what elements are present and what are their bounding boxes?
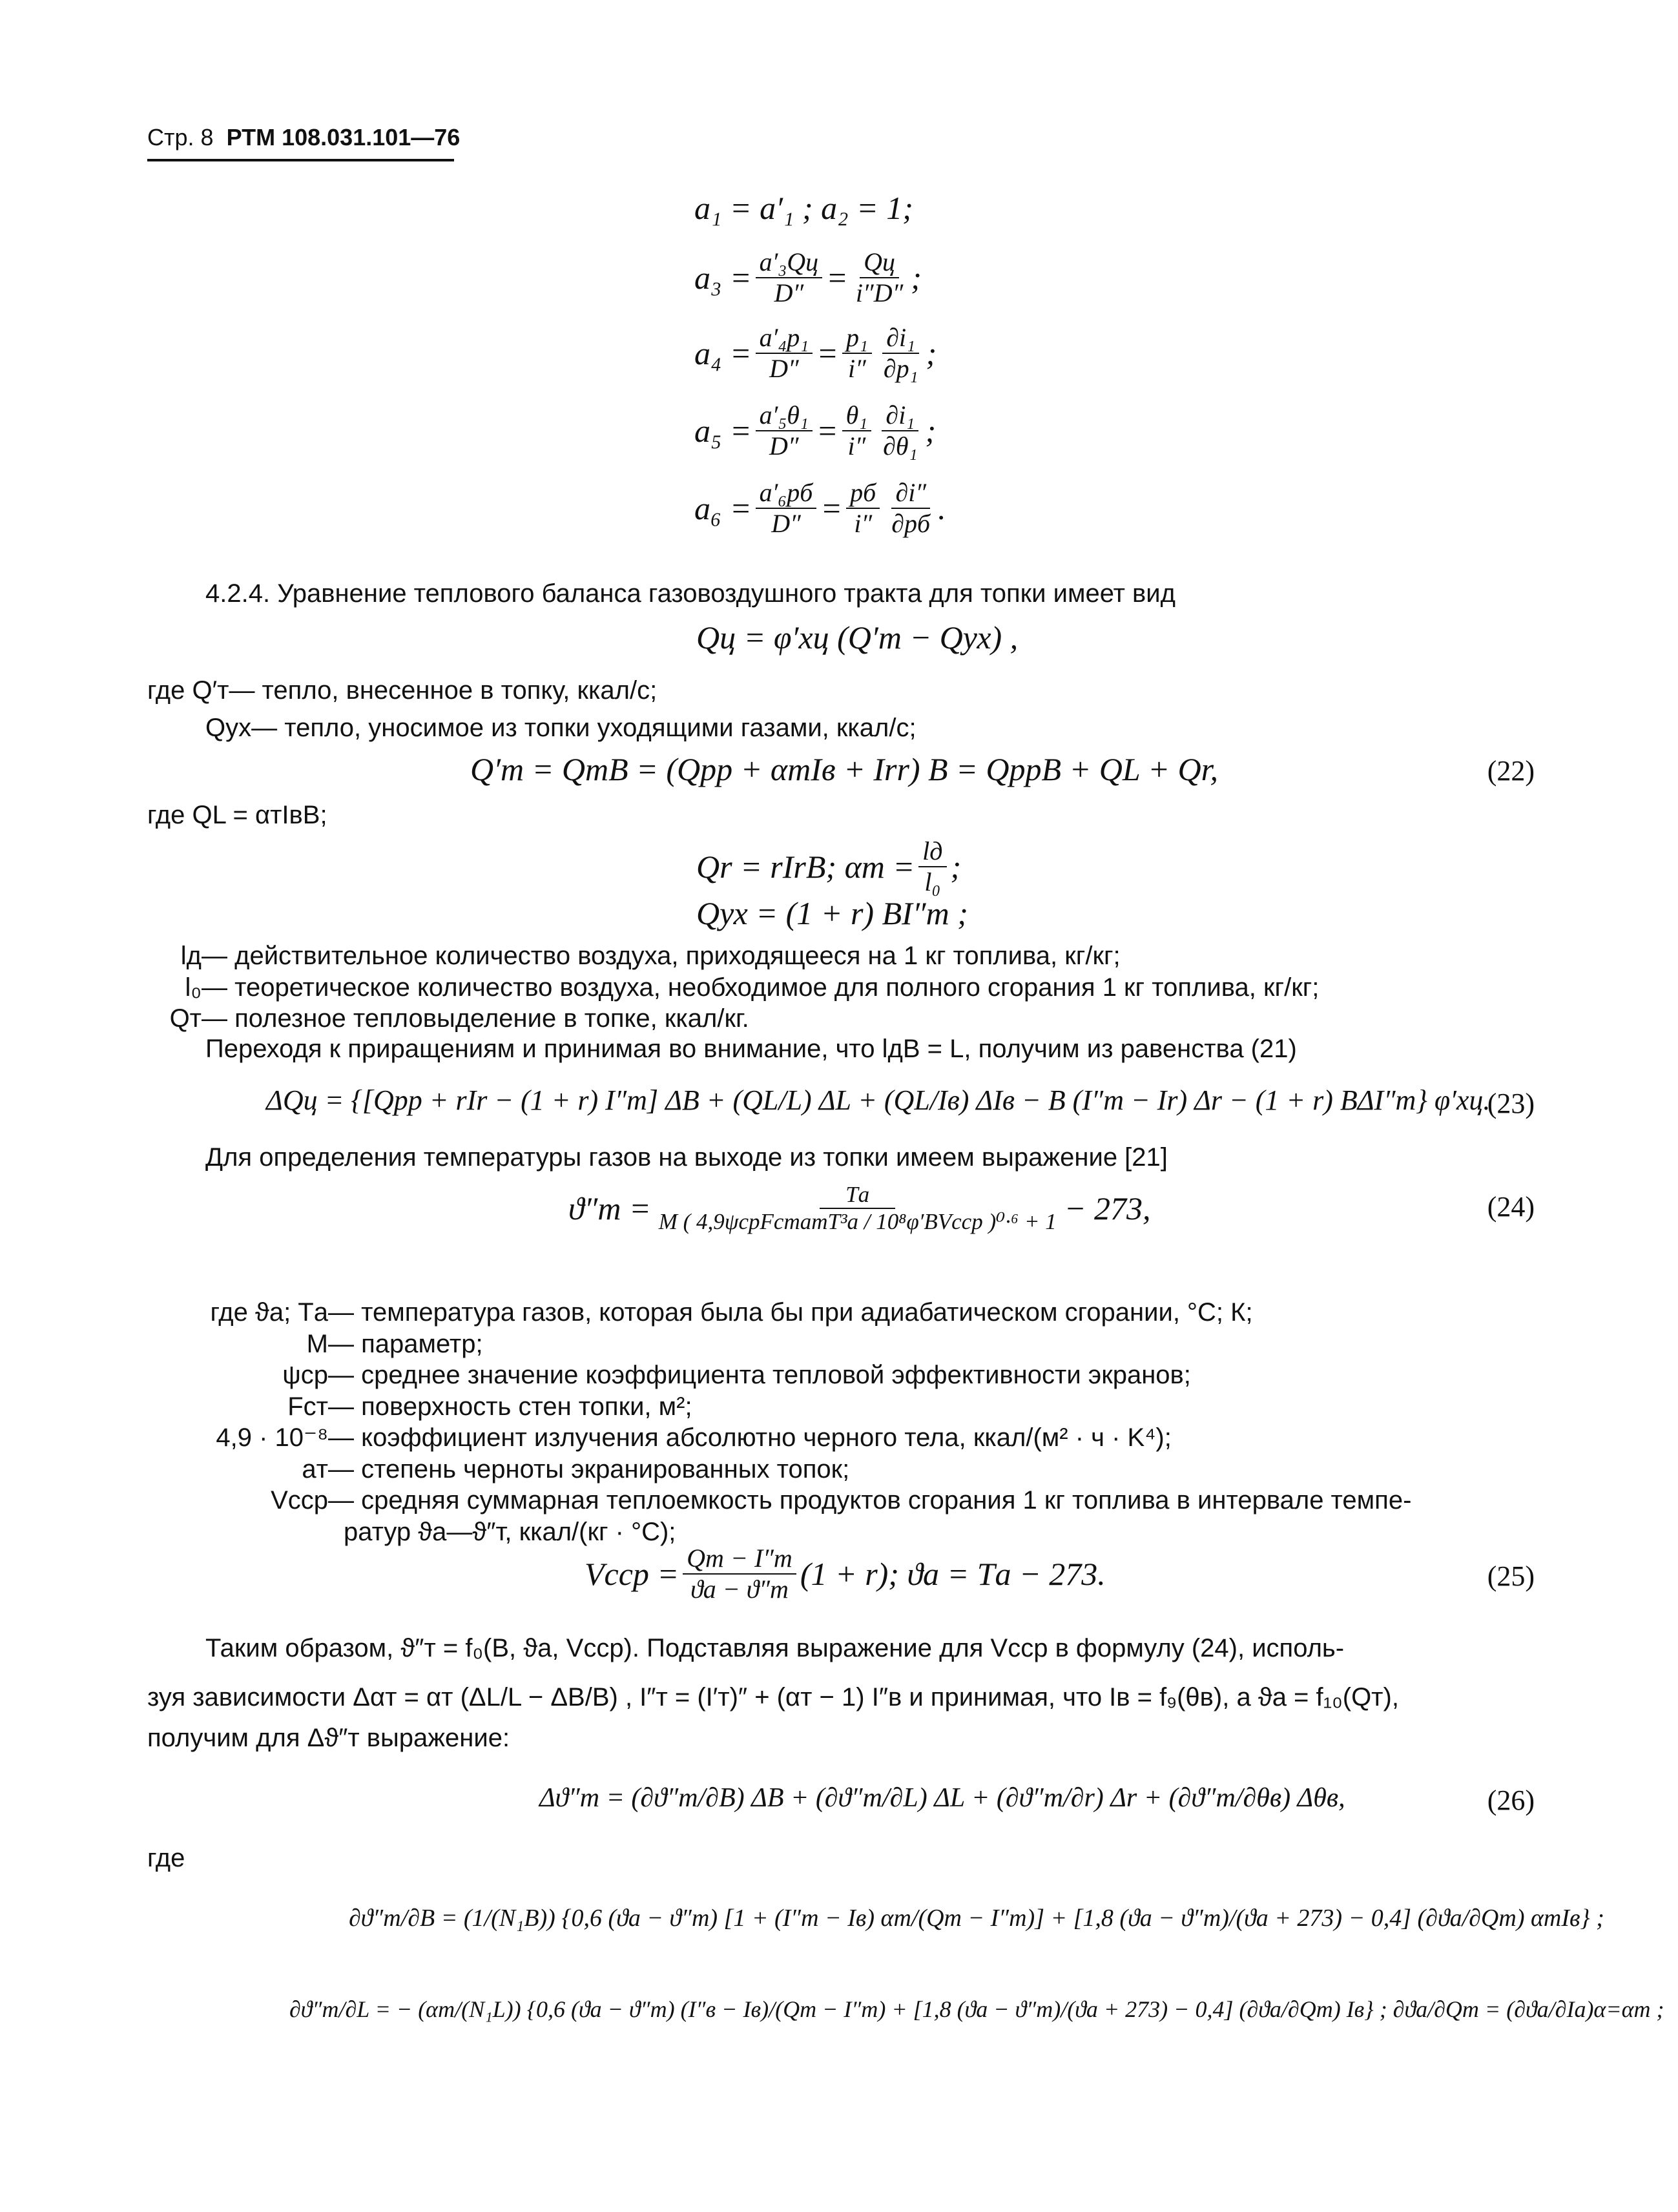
equation-end: ; [926, 335, 937, 371]
fraction-numerator: pб [846, 478, 880, 509]
equation-number-25: (25) [1487, 1560, 1535, 1592]
definition-text: — тепло, уносимое из топки уходящими газами, ккал/с; [251, 714, 917, 742]
equation-end: ; [911, 260, 922, 296]
where-qux [205, 712, 917, 743]
equation-a6 [694, 478, 946, 539]
definition-text: — температура газов, которая была бы при адиабатическом сгорании, °С; К; [328, 1298, 1253, 1327]
definition-text: ратур ϑа—ϑ″т, ккал/(кг · °С); [344, 1517, 676, 1546]
equals-sign: = [816, 335, 838, 371]
equation-end: . [938, 490, 946, 526]
definition-symbol: Qух [205, 714, 252, 742]
equation-lhs: a₃ = [694, 260, 752, 296]
paragraph-thus-line-1: Таким образом, ϑ″т = f₀(B, ϑа, Vcср). Подставляя выражение для Vcср в формулу (24), исполь- [205, 1634, 1345, 1662]
fraction-numerator: lд [918, 836, 946, 867]
equation-dtheta-dL: ∂ϑ″т/∂L = − (αт/(N₁L)) {0,6 (ϑа − ϑ″т) (I″в − Iв)/(Qт − I″т) + [1,8 (ϑа − ϑ″т)/(ϑа + 273) − 0,4] (∂ϑа/∂Qт) Iв} ; ∂ϑа/∂Qт = (∂ϑа/∂Iа)α=αт ; [289, 1996, 1664, 2022]
equation-a4 [694, 323, 937, 384]
equation-lhs: a₅ = [694, 413, 752, 449]
equals-sign: = [816, 413, 838, 449]
definition-row [147, 1516, 1411, 1548]
where-qt [147, 675, 657, 706]
equation-number-23: (23) [1487, 1088, 1535, 1119]
equation-a5 [694, 400, 936, 461]
equation-lhs: Qr = rIrB; αт = [696, 849, 915, 885]
equation-22: Q′т = QтB = (Qрр + αтIв + Irr) B = QррB + QL + Qr, [470, 751, 1219, 787]
definition-symbol: ψср [282, 1361, 328, 1389]
paragraph-increments: Переходя к приращениям и принимая во внимание, что lдB = L, получим из равенства (21) [205, 1035, 1297, 1063]
equation-a3 [694, 247, 922, 308]
fraction-numerator: ∂i₁ [882, 400, 918, 431]
definition-row [147, 1422, 1411, 1454]
definition-row [147, 1328, 1411, 1360]
definition-symbol: aт [302, 1454, 328, 1483]
equation-a1-a2: a₁ = a′₁ ; a₂ = 1; [694, 190, 913, 226]
equation-25 [585, 1544, 1106, 1604]
fraction-denominator: ∂θ₁ [883, 431, 918, 460]
fraction-denominator: D″ [769, 354, 799, 383]
fraction-denominator: D″ [769, 431, 799, 460]
definition-symbol: M [306, 1329, 328, 1358]
equation-26: Δϑ″т = (∂ϑ″т/∂B) ΔB + (∂ϑ″т/∂L) ΔL + (∂ϑ″т/∂r) Δr + (∂ϑ″т/∂θв) Δθв, [539, 1783, 1345, 1813]
equation-qux: Qух = (1 + r) BI″т ; [696, 895, 968, 931]
fraction-numerator: ∂i″ [891, 478, 930, 509]
header-rule [147, 159, 454, 161]
where-label: где [147, 1844, 185, 1872]
fraction-denominator: ∂p₁ [883, 354, 918, 383]
definition-symbol: 4,9 · 10⁻⁸ [216, 1423, 328, 1452]
definition-text: — средняя суммарная теплоемкость продуктов сгорания 1 кг топлива в интервале темпе- [328, 1486, 1412, 1514]
fraction-numerator: Tа [820, 1182, 895, 1209]
equation-lhs: ϑ″т = [568, 1190, 651, 1227]
definitions-list-1 [161, 940, 1319, 1035]
fraction-numerator: a′₃Qц [756, 247, 823, 278]
definition-row [147, 1485, 1411, 1516]
definition-text: — полезное тепловыделение в топке, ккал/кг. [202, 1004, 749, 1033]
fraction-denominator: D″ [771, 509, 801, 538]
definition-symbol: где Q′т [147, 676, 229, 705]
definition-row [161, 1003, 1319, 1035]
definition-row [147, 1454, 1411, 1485]
fraction-denominator: M ( 4,9ψсрFстaтT³а / 10⁸φ′BVcср )⁰·⁶ + 1 [658, 1209, 1057, 1235]
fraction-denominator: i″ [848, 354, 866, 383]
fraction-numerator: θ₁ [842, 400, 872, 431]
definition-text: — коэффициент излучения абсолютно черного тела, ккал/(м² · ч · K⁴); [328, 1423, 1172, 1452]
definition-symbol: Vcср [271, 1486, 328, 1514]
definition-row [161, 972, 1319, 1004]
fraction-denominator: i″D″ [855, 278, 904, 307]
definition-symbol: l₀ [185, 973, 202, 1002]
equation-23: ΔQц = {[Qрр + rIr − (1 + r) I″т] ΔB + (QL/L) ΔL + (QL/Iв) ΔIв − B (I″т − Ir) Δr − (1 + r) BΔI″т} φ′xц. [266, 1084, 1491, 1116]
fraction-denominator: ∂pб [891, 509, 931, 538]
paragraph-thus-line-2: зуя зависимости Δαт = αт (ΔL/L − ΔB/B) , I″т = (I′т)″ + (αт − 1) I″в и принимая, что Iв = f₉(θв), а ϑа = f₁₀(Qт), [147, 1683, 1399, 1711]
fraction-numerator: Qт − I″т [683, 1544, 796, 1575]
equation-qr [696, 836, 961, 897]
equation-lhs: Vcср = [585, 1556, 679, 1592]
equation-24 [568, 1182, 1150, 1235]
equation-tail: − 273, [1064, 1190, 1151, 1227]
definition-text: — теоретическое количество воздуха, необходимое для полного сгорания 1 кг топлива, кг/кг; [202, 973, 1320, 1002]
fraction-denominator: i″ [854, 509, 873, 538]
equals-sign: = [826, 260, 848, 296]
definition-text: — степень черноты экранированных топок; [328, 1454, 850, 1483]
equation-end: ; [925, 413, 937, 449]
where-ql: где QL = αтIвB; [147, 801, 327, 829]
equation-qc: Qц = φ′xц (Q′т − Qух) , [696, 619, 1019, 656]
section-4-2-4: 4.2.4. Уравнение теплового баланса газовоздушного тракта для топки имеет вид [205, 579, 1176, 608]
definition-symbol: lд [180, 942, 202, 970]
fraction-numerator: ∂i₁ [882, 323, 919, 354]
definition-text: — тепло, внесенное в топку, ккал/с; [229, 676, 658, 705]
definition-text: — действительное количество воздуха, приходящееся на 1 кг топлива, кг/кг; [202, 942, 1121, 970]
fraction-denominator: D″ [774, 278, 804, 307]
fraction-numerator: a′₄p₁ [756, 323, 813, 354]
definition-symbol: Qт [169, 1004, 202, 1033]
equation-number-26: (26) [1487, 1784, 1535, 1816]
definition-text: — среднее значение коэффициента тепловой эффективности экранов; [328, 1361, 1191, 1389]
equation-dtheta-dB: ∂ϑ″т/∂B = (1/(N₁B)) {0,6 (ϑа − ϑ″т) [1 + (I″т − Iв) αт/(Qт − I″т)] + [1,8 (ϑа − ϑ″т)/(ϑа + 273) − 0,4] (∂ϑа/∂Qт) αтIв} ; [349, 1905, 1604, 1932]
standard-code: РТМ 108.031.101—76 [226, 124, 461, 150]
equation-lhs: a₆ = [694, 490, 752, 526]
definition-row [147, 1359, 1411, 1391]
equals-sign: = [820, 490, 843, 526]
definition-row [147, 1391, 1411, 1423]
definition-symbol: Fст [287, 1392, 328, 1421]
fraction-denominator: ϑа − ϑ″т [690, 1575, 789, 1604]
definition-text: — параметр; [328, 1329, 483, 1358]
page-header [147, 124, 460, 151]
fraction-numerator: p₁ [842, 323, 872, 354]
page-label: Стр. 8 [147, 124, 214, 150]
fraction-numerator: Qц [860, 247, 899, 278]
fraction-denominator: i″ [847, 431, 866, 460]
definition-text: — поверхность стен топки, м²; [328, 1392, 692, 1421]
definition-row [147, 1297, 1411, 1328]
paragraph-temperature: Для определения температуры газов на выходе из топки имеем выражение [21] [205, 1143, 1168, 1172]
equation-tail: (1 + r); ϑа = Tа − 273. [800, 1556, 1106, 1592]
fraction-denominator: l₀ [924, 867, 941, 896]
definition-symbol [147, 1516, 328, 1548]
fraction-numerator: a′₅θ₁ [756, 400, 813, 431]
equation-end: ; [950, 849, 962, 885]
paragraph-thus-line-3: получим для Δϑ″т выражение: [147, 1724, 510, 1752]
equation-lhs: a₄ = [694, 335, 752, 371]
equation-number-22: (22) [1487, 755, 1535, 787]
fraction-numerator: a′₆pб [756, 478, 817, 509]
equation-number-24: (24) [1487, 1191, 1535, 1223]
definitions-list-2 [147, 1297, 1411, 1547]
definition-symbol: где ϑа; Tа [210, 1298, 328, 1327]
definition-row [161, 940, 1319, 972]
